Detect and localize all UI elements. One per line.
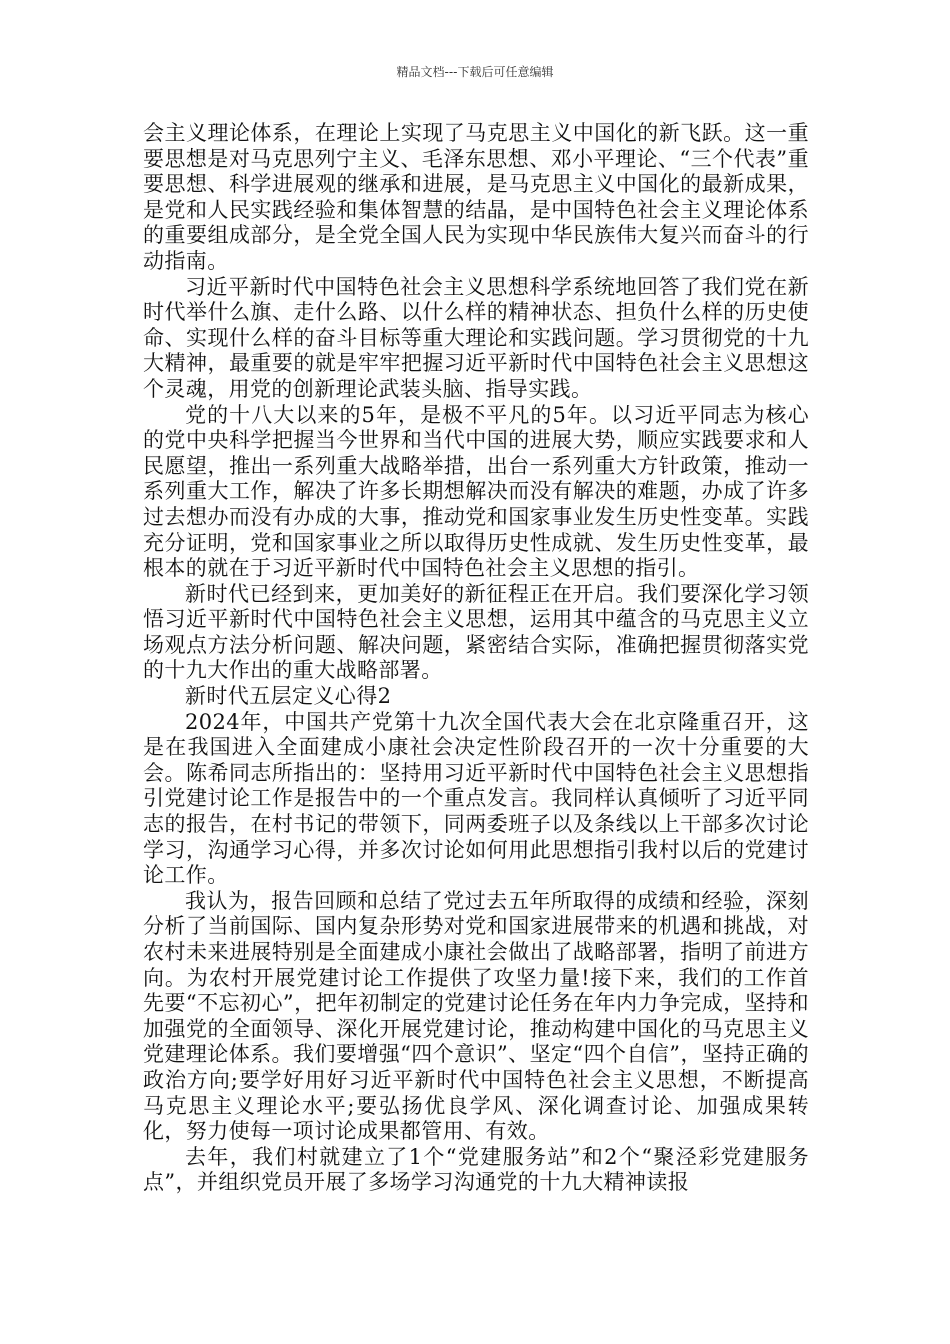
document-body — [143, 121, 809, 1196]
paragraph: 我认为，报告回顾和总结了党过去五年所取得的成绩和经验，深刻分析了当前国际、国内复杂形势对党和国家进展带来的机遇和挑战，对农村未来进展特别是全面建成小康社会做出了战略部署，指明了前进方向。为农村开展党建讨论工作提供了攻坚力量!接下来，我们的工作首先要“不忘初心”，把年初制定的党建讨论任务在年内力争完成，坚持和加强党的全面领导、深化开展党建讨论，推动构建中国化的马克思主义党建理论体系。我们要增强“四个意识”、坚定“四个自信”，坚持正确的政治方向;要学好用好习近平新时代中国特色社会主义思想，不断提高马克思主义理论水平;要弘扬优良学风、深化调查讨论、加强成果转化，努力使每一项讨论成果都管用、有效。 — [143, 888, 809, 1144]
paragraph: 新时代已经到来，更加美好的新征程正在开启。我们要深化学习领悟习近平新时代中国特色社会主义思想，运用其中蕴含的马克思主义立场观点方法分析问题、解决问题，紧密结合实际，准确把握贯彻落实党的十九大作出的重大战略部署。 — [143, 581, 809, 683]
paragraph-continuation: 会主义理论体系，在理论上实现了马克思主义中国化的新飞跃。这一重要思想是对马克思列宁主义、毛泽东思想、邓小平理论、“三个代表”重要思想、科学进展观的继承和进展，是马克思主义中国化的最新成果，是党和人民实践经验和集体智慧的结晶，是中国特色社会主义理论体系的重要组成部分，是全党全国人民为实现中华民族伟大复兴而奋斗的行动指南。 — [143, 121, 809, 273]
paragraph: 去年，我们村就建立了1个“党建服务站”和2个“聚泾彩党建服务点”，并组织党员开展了多场学习沟通党的十九大精神读报 — [143, 1144, 809, 1195]
paragraph: 2024年，中国共产党第十九次全国代表大会在北京隆重召开，这是在我国进入全面建成小康社会决定性阶段召开的一次十分重要的大会。陈希同志所指出的：坚持用习近平新时代中国特色社会主义思想指引党建讨论工作是报告中的一个重点发言。我同样认真倾听了习近平同志的报告，在村书记的带领下，同两委班子以及条线以上干部多次讨论学习，沟通学习心得，并多次讨论如何用此思想指引我村以后的党建讨论工作。 — [143, 709, 809, 888]
section-title: 新时代五层定义心得2 — [185, 684, 392, 709]
page-header: 精品文档---下载后可任意编辑 — [396, 65, 554, 79]
paragraph: 习近平新时代中国特色社会主义思想科学系统地回答了我们党在新时代举什么旗、走什么路、以什么样的精神状态、担负什么样的历史使命、实现什么样的奋斗目标等重大理论和实践问题。学习贯彻党的十九大精神，最重要的就是牢牢把握习近平新时代中国特色社会主义思想这个灵魂，用党的创新理论武装头脑、指导实践。 — [143, 274, 809, 401]
paragraph: 党的十八大以来的5年，是极不平凡的5年。以习近平同志为核心的党中央科学把握当今世界和当代中国的进展大势，顺应实践要求和人民愿望，推出一系列重大战略举措，出台一系列重大方针政策，推动一系列重大工作，解决了许多长期想解决而没有解决的难题，办成了许多过去想办而没有办成的大事，推动党和国家事业发生历史性变革。实践充分证明，党和国家事业之所以取得历史性成就、发生历史性变革，最根本的就在于习近平新时代中国特色社会主义思想的指引。 — [143, 402, 809, 581]
